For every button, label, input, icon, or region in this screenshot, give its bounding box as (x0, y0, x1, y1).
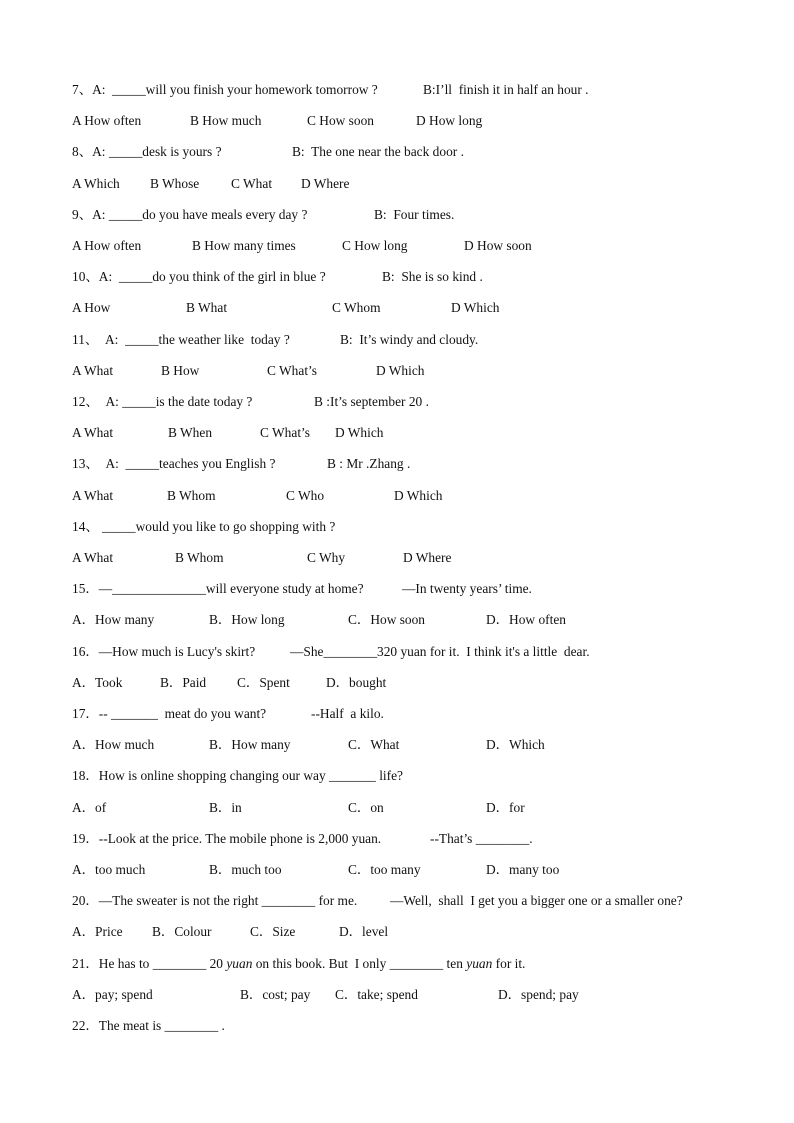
option-c: C How soon (307, 113, 374, 128)
answer-text: —Well, shall I get you a bigger one or a smaller one? (390, 893, 683, 908)
option-b: B．How long (209, 612, 285, 627)
option-d: D How long (416, 113, 483, 128)
option-a: A How often (72, 238, 142, 253)
option-a: A What (72, 363, 114, 378)
option-a: A．How many (72, 612, 155, 627)
answer-text: —She________320 yuan for it. I think it's a little dear. (290, 644, 590, 659)
option-d: D How soon (464, 238, 532, 253)
answer-text: B:I’ll finish it in half an hour . (423, 82, 589, 97)
option-d: D Where (301, 176, 350, 191)
option-c: C What’s (267, 363, 317, 378)
option-a: A Which (72, 176, 120, 191)
question-text: 10、A: _____do you think of the girl in blue ? (72, 269, 326, 284)
question-text: 20．—The sweater is not the right ________ for me. (72, 893, 358, 908)
option-d: D Which (451, 300, 500, 315)
question-text: 8、A: _____desk is yours ? (72, 144, 222, 159)
option-b: B What (186, 300, 228, 315)
option-c: C．Spent (237, 675, 290, 690)
question-text: 16．—How much is Lucy's skirt? (72, 644, 256, 659)
question-21 (72, 956, 525, 972)
option-c: C．Size (250, 924, 296, 939)
q21-option-b: B．cost; pay (240, 987, 311, 1002)
option-a: A What (72, 425, 114, 440)
q21-option-a: A．pay; spend (72, 987, 153, 1002)
option-a: A What (72, 550, 114, 565)
option-c: C Who (286, 488, 325, 503)
option-d: D Where (403, 550, 452, 565)
question-text: 19．--Look at the price. The mobile phone is 2,000 yuan. (72, 831, 382, 846)
option-c: C．on (348, 800, 384, 815)
option-d: D Which (376, 363, 425, 378)
option-d: D．bought (326, 675, 387, 690)
answer-text: --That’s ________. (430, 831, 533, 846)
question-text: 13、 A: _____teaches you English ? (72, 456, 276, 471)
question-22: 22．The meat is ________ . (72, 1018, 225, 1033)
option-a: A What (72, 488, 114, 503)
option-b: B．How many (209, 737, 291, 752)
option-b: B How (161, 363, 200, 378)
option-d: D Which (335, 425, 384, 440)
option-a: A．too much (72, 862, 146, 877)
answer-text: B: It’s windy and cloudy. (340, 332, 479, 347)
option-b: B Whose (150, 176, 200, 191)
q21-p1: 21．He has to ________ 20 (72, 956, 227, 971)
option-b: B When (168, 425, 213, 440)
answer-text: B: She is so kind . (382, 269, 483, 284)
option-d: D．How often (486, 612, 566, 627)
question-text: 7、A: _____will you finish your homework tomorrow ? (72, 82, 378, 97)
q21-option-c: C．take; spend (335, 987, 418, 1002)
q21-p3: for it. (492, 956, 526, 971)
option-b: B Whom (167, 488, 216, 503)
answer-text: —In twenty years’ time. (402, 581, 532, 596)
option-a: A How often (72, 113, 142, 128)
question-text: 12、 A: _____is the date today ? (72, 394, 253, 409)
option-b: B．in (209, 800, 242, 815)
option-b: B．Colour (152, 924, 212, 939)
option-c: C What’s (260, 425, 310, 440)
option-b: B．much too (209, 862, 282, 877)
q21-option-d: D．spend; pay (498, 987, 579, 1002)
q21-yuan2: yuan (466, 956, 493, 971)
option-c: C What (231, 176, 273, 191)
answer-text: B : Mr .Zhang . (327, 456, 411, 471)
option-b: B．Paid (160, 675, 207, 690)
option-a: A．of (72, 800, 107, 815)
option-c: C Whom (332, 300, 381, 315)
answer-text: B: The one near the back door . (292, 144, 464, 159)
option-a: A How (72, 300, 111, 315)
question-text: 9、A: _____do you have meals every day ? (72, 207, 308, 222)
question-text: 15．—______________will everyone study at home? (72, 581, 364, 596)
option-a: A．How much (72, 737, 155, 752)
option-d: D．Which (486, 737, 545, 752)
question-text: 17．-- _______ meat do you want? (72, 706, 267, 721)
option-d: D．level (339, 924, 389, 939)
option-d: D．for (486, 800, 525, 815)
question-text: 14、 _____would you like to go shopping with ? (72, 519, 336, 534)
answer-text: B :It’s september 20 . (314, 394, 429, 409)
option-c: C Why (307, 550, 346, 565)
question-text: 18．How is online shopping changing our way _______ life? (72, 768, 403, 783)
answer-text: --Half a kilo. (311, 706, 384, 721)
option-b: B How many times (192, 238, 296, 253)
option-d: D．many too (486, 862, 560, 877)
option-b: B Whom (175, 550, 224, 565)
answer-text: B: Four times. (374, 207, 455, 222)
option-c: C How long (342, 238, 408, 253)
option-a: A．Price (72, 924, 123, 939)
option-c: C．too many (348, 862, 421, 877)
question-text: 11、 A: _____the weather like today ? (72, 332, 290, 347)
option-c: C．What (348, 737, 400, 752)
q21-yuan1: yuan (226, 956, 253, 971)
option-c: C．How soon (348, 612, 426, 627)
option-d: D Which (394, 488, 443, 503)
q21-p2: on this book. But I only ________ ten (252, 956, 467, 971)
option-b: B How much (190, 113, 262, 128)
option-a: A．Took (72, 675, 123, 690)
